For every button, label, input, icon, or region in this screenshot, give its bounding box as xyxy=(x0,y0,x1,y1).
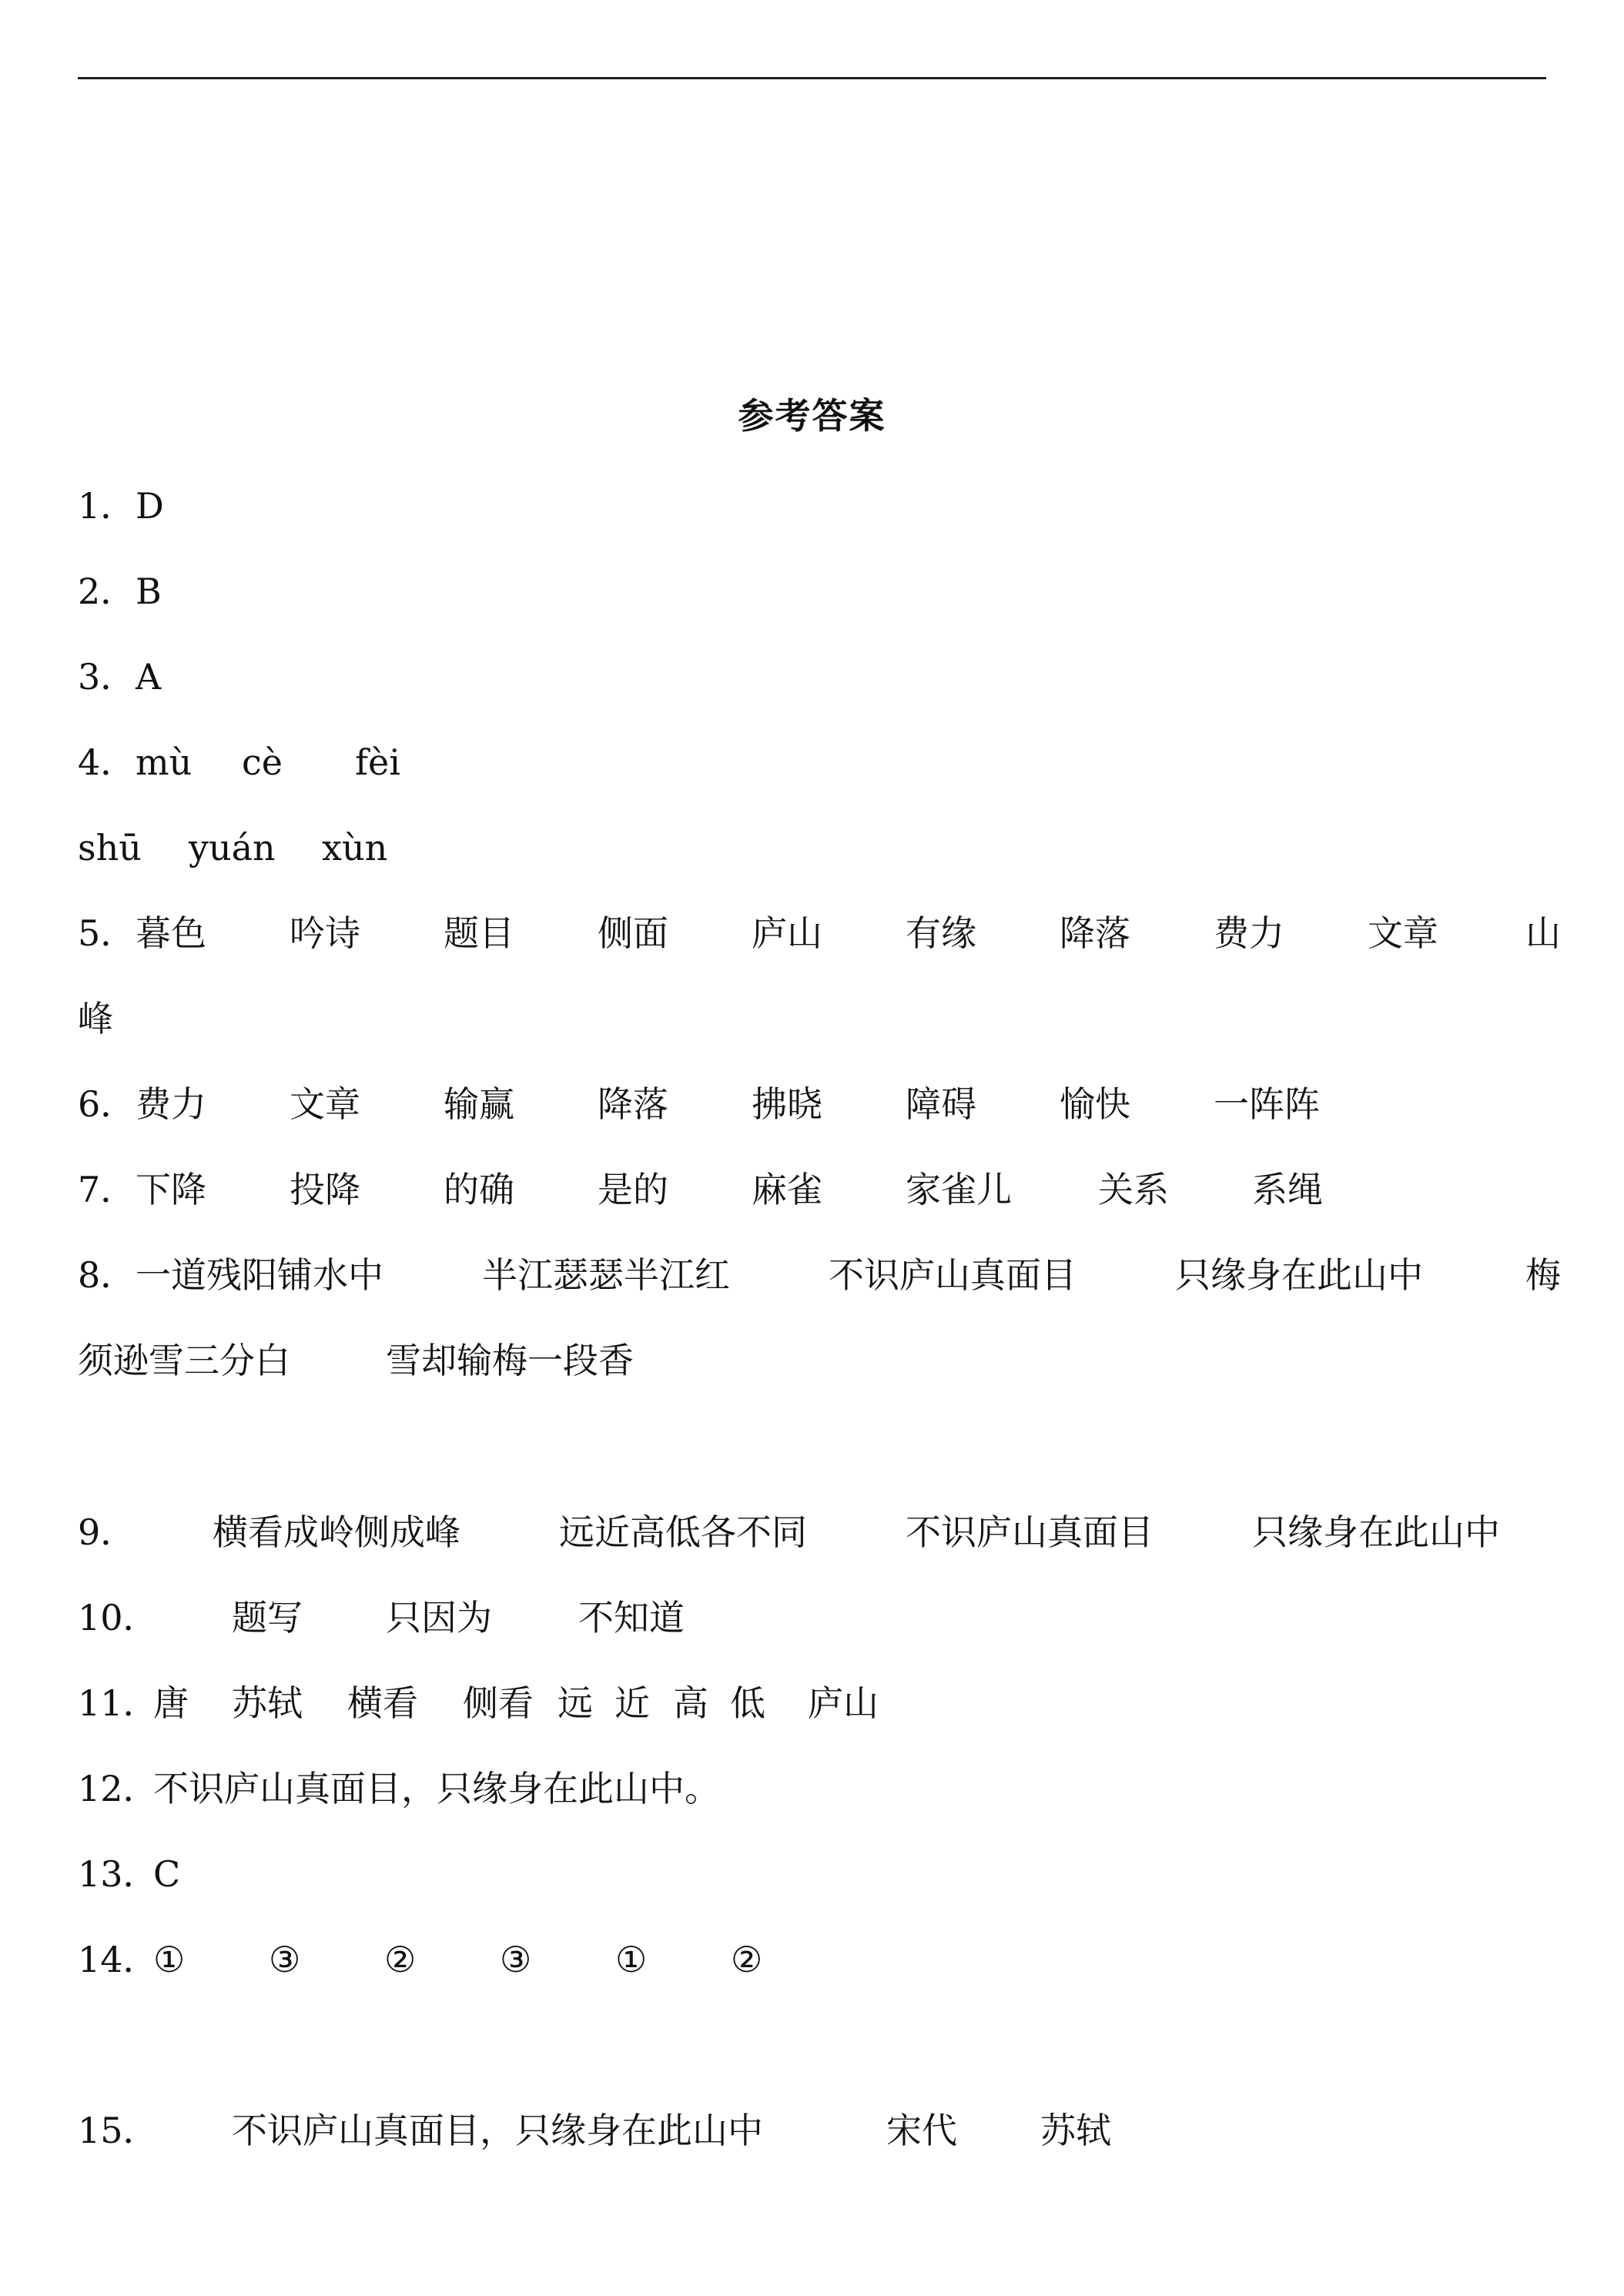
answer-item: 降落 xyxy=(1060,912,1130,954)
answer-item: 系绳 xyxy=(1252,1169,1323,1210)
answer-item: yuán xyxy=(189,827,276,869)
answer-item: 不识庐山真面目，只缘身在此山中。 xyxy=(153,1768,720,1809)
answer-item: 须逊雪三分白 xyxy=(78,1340,290,1381)
answer-item: 是的 xyxy=(598,1169,668,1210)
answer-item: 的确 xyxy=(444,1169,514,1210)
answer-item: 一阵阵 xyxy=(1214,1083,1320,1125)
answer-item: 山 xyxy=(1525,912,1561,954)
answer-item: 不识庐山真面目 xyxy=(829,1254,1077,1296)
answer-item: ① xyxy=(153,1939,186,1980)
answer-item: 苏轼 xyxy=(1040,2110,1111,2151)
answer-item: 关系 xyxy=(1098,1169,1169,1210)
answer-item: 只缘身在此山中 xyxy=(1252,1511,1500,1553)
answer-item: 不知道 xyxy=(578,1597,685,1638)
answer-number: 1． xyxy=(78,485,136,527)
answer-item: 文章 xyxy=(1368,912,1438,954)
answer-item: 下降 xyxy=(136,1169,206,1210)
answer-item: 梅 xyxy=(1525,1254,1561,1296)
answer-item: 庐山 xyxy=(808,1682,879,1724)
answer-item: ③ xyxy=(500,1939,532,1980)
answer-item: 不识庐山真面目 xyxy=(906,1511,1154,1553)
answer-item: 雪却输梅一段香 xyxy=(386,1340,634,1381)
answer-item: 高 xyxy=(673,1682,708,1724)
answer-item: C xyxy=(153,1853,181,1895)
answer-number: 9． xyxy=(78,1511,136,1553)
answer-item: 侧看 xyxy=(463,1682,534,1724)
answer-number: 4． xyxy=(78,741,136,783)
answer-item: 近 xyxy=(614,1682,650,1724)
answer-number: 8． xyxy=(78,1254,136,1296)
answer-item: ③ xyxy=(269,1939,301,1980)
answer-number: 14． xyxy=(78,1939,159,1980)
answer-item: 家雀儿 xyxy=(906,1169,1012,1210)
answer-item: 麻雀 xyxy=(752,1169,822,1210)
answer-item: 一道残阳铺水中 xyxy=(136,1254,383,1296)
answer-item: 输赢 xyxy=(444,1083,514,1125)
answer-item: 横看成岭侧成峰 xyxy=(213,1511,460,1553)
answer-item: 吟诗 xyxy=(290,912,360,954)
answer-item: 不识庐山真面目，只缘身在此山中 xyxy=(232,2110,763,2151)
answer-item: cè xyxy=(242,741,283,783)
answer-item: 投降 xyxy=(290,1169,360,1210)
answer-item: 题写 xyxy=(232,1597,303,1638)
answer-item: 峰 xyxy=(78,998,113,1039)
answer-item: 庐山 xyxy=(752,912,822,954)
answer-number: 3． xyxy=(78,656,136,698)
answer-item: 苏轼 xyxy=(232,1682,303,1724)
answer-item: 远近高低各不同 xyxy=(559,1511,807,1553)
answer-number: 11． xyxy=(78,1682,159,1724)
answer-item: 障碍 xyxy=(906,1083,976,1125)
answer-item: mù xyxy=(136,741,193,783)
answer-item: 拂晓 xyxy=(752,1083,822,1125)
answer-item: 降落 xyxy=(598,1083,668,1125)
answer-number: 5． xyxy=(78,912,136,954)
answer-item: B xyxy=(136,571,162,612)
answer-item: 愉快 xyxy=(1060,1083,1130,1125)
answer-item: 文章 xyxy=(290,1083,360,1125)
answer-item: ① xyxy=(615,1939,648,1980)
answer-number: 6． xyxy=(78,1083,136,1125)
answer-item: 宋代 xyxy=(886,2110,957,2151)
answer-item: shū xyxy=(78,827,142,869)
answer-number: 7． xyxy=(78,1169,136,1210)
header-rule xyxy=(78,77,1546,79)
answer-number: 15． xyxy=(78,2110,159,2151)
answer-item: fèi xyxy=(355,741,400,783)
answer-item: 只缘身在此山中 xyxy=(1175,1254,1423,1296)
answer-item: 横看 xyxy=(347,1682,418,1724)
answer-item: 低 xyxy=(730,1682,765,1724)
answer-item: D xyxy=(136,485,164,527)
answer-item: 远 xyxy=(558,1682,593,1724)
page-title: 参考答案 xyxy=(738,395,886,437)
answer-item: ② xyxy=(384,1939,417,1980)
answer-number: 10． xyxy=(78,1597,159,1638)
answer-item: ② xyxy=(731,1939,763,1980)
answer-item: 侧面 xyxy=(598,912,668,954)
answer-number: 13． xyxy=(78,1853,159,1895)
answer-item: 唐 xyxy=(153,1682,189,1724)
answer-item: 费力 xyxy=(136,1083,206,1125)
answer-item: xùn xyxy=(322,827,388,869)
answer-number: 2． xyxy=(78,571,136,612)
answer-item: A xyxy=(136,656,162,698)
answer-item: 暮色 xyxy=(136,912,206,954)
answer-item: 费力 xyxy=(1214,912,1284,954)
answer-item: 题目 xyxy=(444,912,514,954)
answer-item: 只因为 xyxy=(386,1597,492,1638)
answer-number: 12． xyxy=(78,1768,159,1809)
answer-item: 半江瑟瑟半江红 xyxy=(482,1254,730,1296)
answer-item: 有缘 xyxy=(906,912,976,954)
